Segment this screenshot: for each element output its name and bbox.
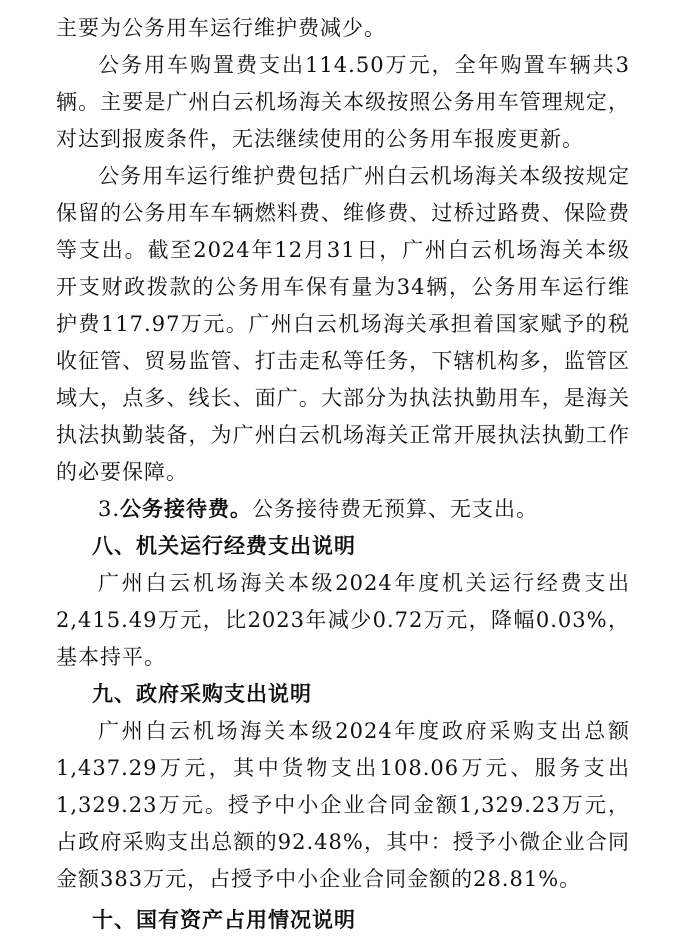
section-heading-9: 九、政府采购支出说明 [92, 682, 312, 706]
reception-heading: 公务接待费。 [120, 497, 253, 521]
paragraph-vehicle-purchase: 公务用车购置费支出114.50万元，全年购置车辆共3辆。主要是广州白云机场海关本级按照公务用车管理规定，对达到报废条件，无法继续使用的公务用车报废更新。 [56, 53, 630, 151]
section-heading-8: 八、机关运行经费支出说明 [92, 534, 356, 558]
section-heading-10: 十、国有资产占用情况说明 [92, 908, 356, 932]
reception-text: 公务接待费无预算、无支出。 [252, 497, 539, 521]
paragraph-vehicle-summary: 主要为公务用车运行维护费减少。 [56, 16, 386, 40]
paragraph-operating-expense: 广州白云机场海关本级2024年度机关运行经费支出2,415.49万元，比2023年减少0.72万元，降幅0.03%，基本持平。 [56, 571, 630, 669]
reception-number: 3. [98, 497, 121, 521]
paragraph-reception-expense [56, 491, 630, 528]
paragraph-procurement: 广州白云机场海关本级2024年度政府采购支出总额1,437.29万元，其中货物支出108.06万元、服务支出1,329.23万元。授予中小企业合同金额1,329.23万元，占政府采购支出总额的92.48%，其中：授予小微企业合同金额383万元，占授予中小企业合同金额的28.81%。 [56, 719, 630, 891]
paragraph-vehicle-maintenance: 公务用车运行维护费包括广州白云机场海关本级按规定保留的公务用车车辆燃料费、维修费、过桥过路费、保险费等支出。截至2024年12月31日，广州白云机场海关本级开支财政拨款的公务用车保有量为34辆，公务用车运行维护费117.97万元。广州白云机场海关承担着国家赋予的税收征管、贸易监管、打击走私等任务，下辖机构多，监管区域大，点多、线长、面广。大部分为执法执勤用车，是海关执法执勤装备，为广州白云机场海关正常开展执法执勤工作的必要保障。 [56, 164, 630, 484]
